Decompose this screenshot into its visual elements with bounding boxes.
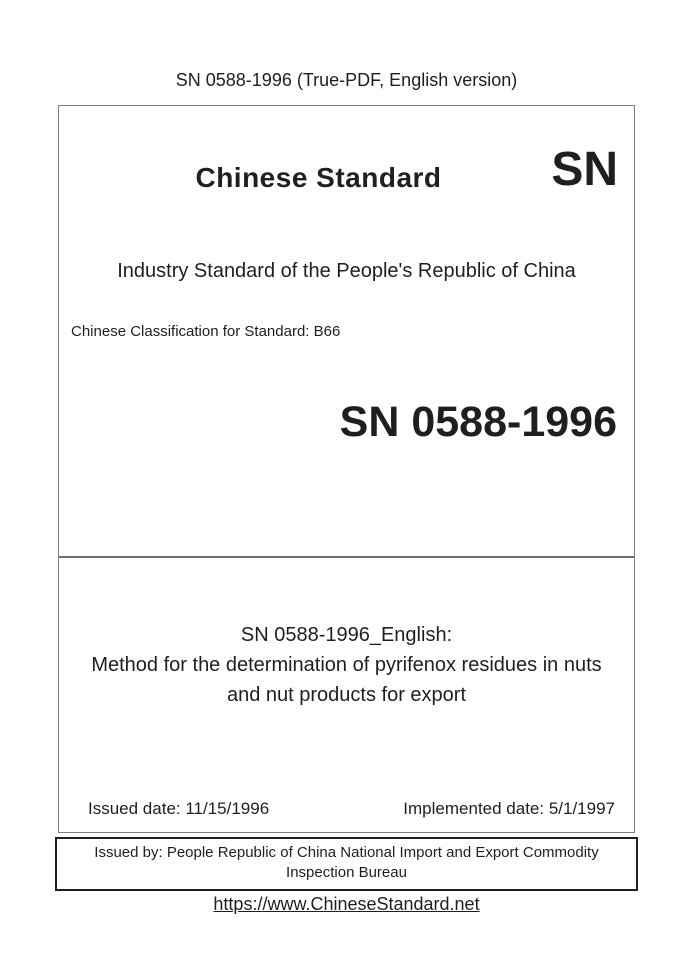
english-title-text: Method for the determination of pyrifenox residues in nuts and nut products for export [91, 654, 602, 706]
implemented-date: Implemented date: 5/1/1997 [403, 799, 615, 818]
page-footer [0, 894, 693, 916]
website-link[interactable]: https://www.ChineseStandard.net [213, 894, 480, 914]
issued-date: Issued date: 11/15/1996 [88, 799, 270, 818]
issuer-text: Issued by: People Republic of China National Import and Export Commodity Inspection Bureau [94, 844, 599, 881]
standard-code: SN 0588-1996 [339, 398, 617, 446]
brand-title: Chinese Standard [195, 162, 442, 193]
cover-bottom-section [59, 558, 634, 832]
standard-type-line: Industry Standard of the People's Republic of China [117, 260, 576, 282]
issuer-box [55, 837, 638, 891]
page-header-title: SN 0588-1996 (True-PDF, English version) [175, 70, 518, 90]
english-title-block [59, 620, 634, 710]
standard-cover-box [58, 105, 635, 833]
classification-line: Chinese Classification for Standard: B66 [71, 323, 341, 340]
dates-row [59, 800, 634, 817]
english-title-code: SN 0588-1996_English: [240, 624, 453, 646]
cover-top-section [59, 106, 634, 558]
sn-logo: SN [551, 143, 618, 196]
